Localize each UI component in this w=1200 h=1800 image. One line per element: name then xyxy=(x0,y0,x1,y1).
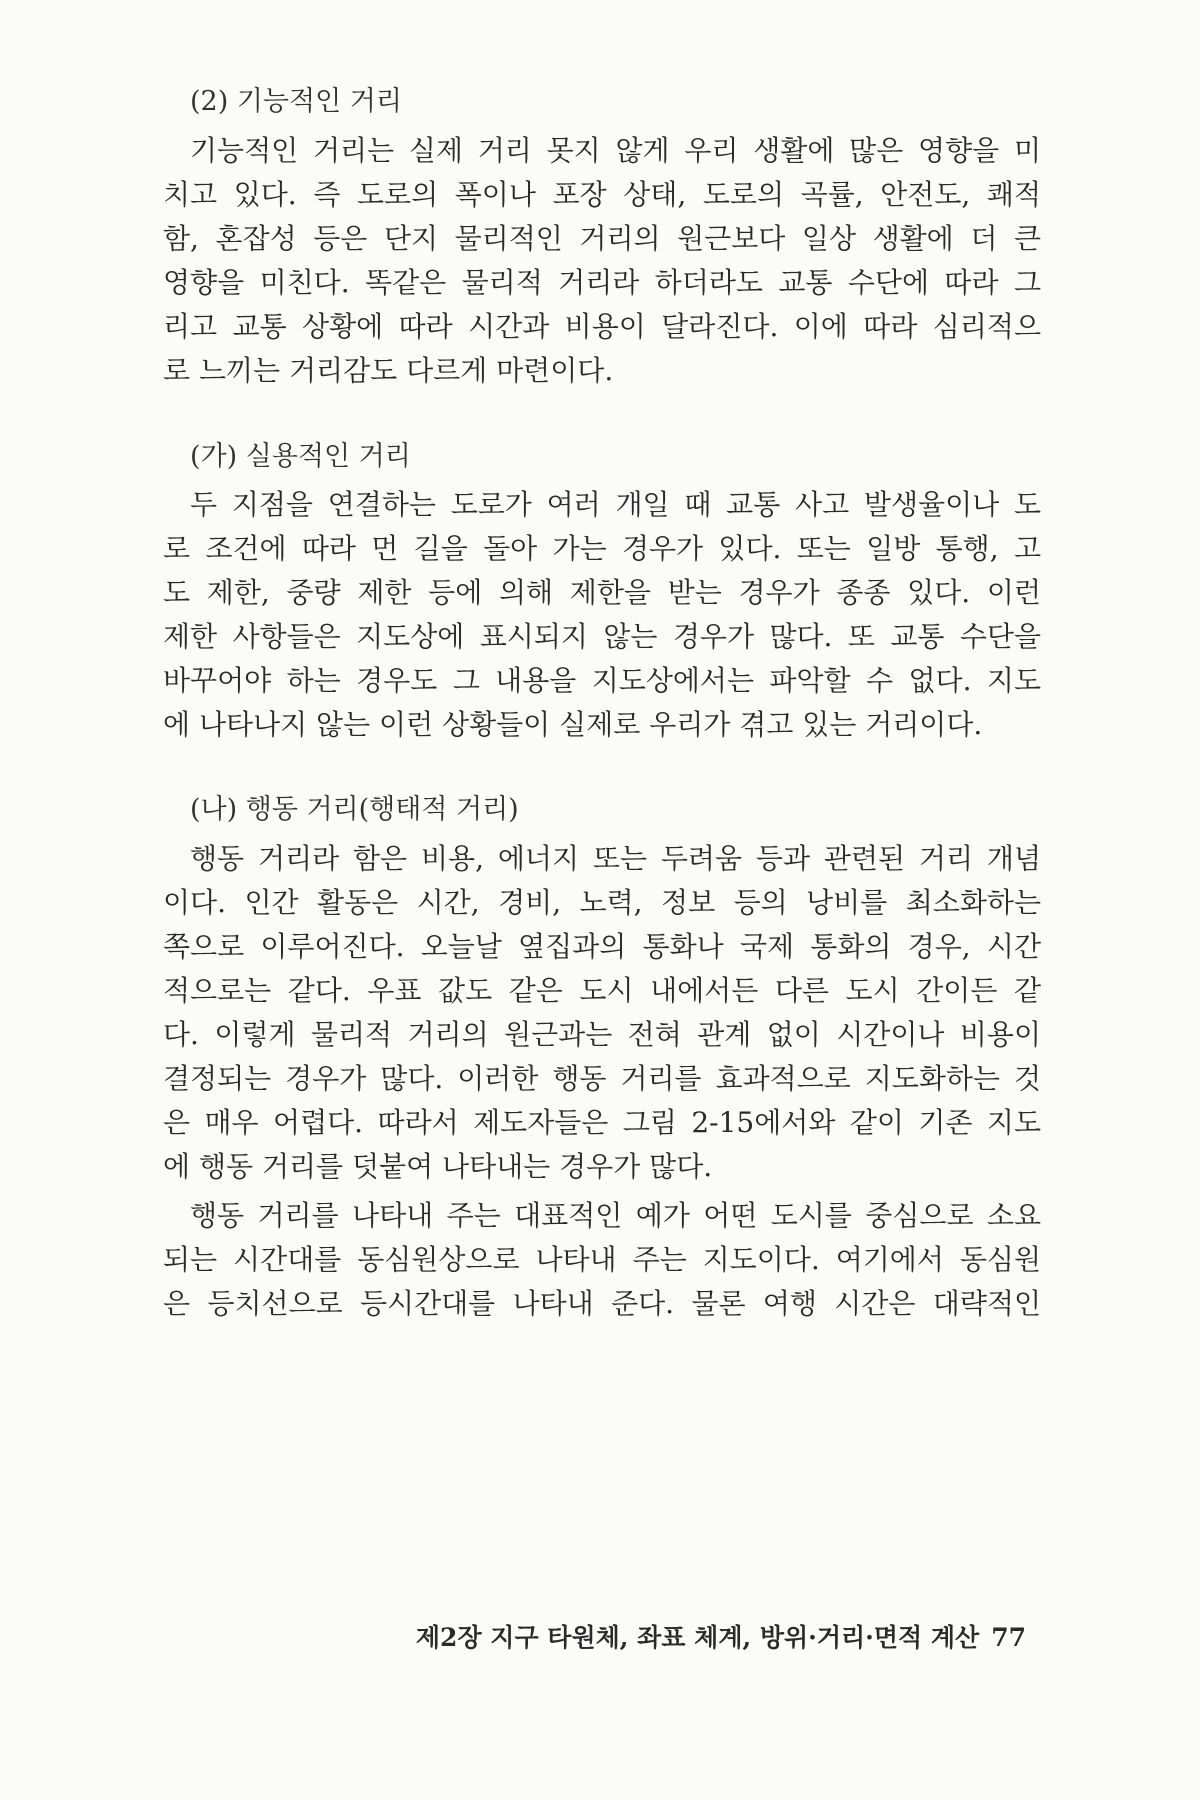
section-heading: (2) 기능적인 거리 xyxy=(190,86,402,117)
text-line: 이다. 인간 활동은 시간, 경비, 노력, 정보 등의 낭비를 최소화하는 xyxy=(163,886,1041,919)
text-line: 두 지점을 연결하는 도로가 여러 개일 때 교통 사고 발생율이나 도 xyxy=(190,488,1041,521)
text-line: 적으로는 같다. 우표 값도 같은 도시 내에서든 다른 도시 간이든 같 xyxy=(163,974,1041,1007)
page-number: 77 xyxy=(991,1623,1026,1652)
text-line: 기능적인 거리는 실제 거리 못지 않게 우리 생활에 많은 영향을 미 xyxy=(190,134,1041,167)
text-line: 다. 이렇게 물리적 거리의 원근과는 전혀 관계 없이 시간이나 비용이 xyxy=(163,1018,1041,1051)
text-line: 에 행동 거리를 덧붙여 나타내는 경우가 많다. xyxy=(163,1150,713,1183)
text-line: 행동 거리라 함은 비용, 에너지 또는 두려움 등과 관련된 거리 개념 xyxy=(190,842,1041,875)
text-line: 결정되는 경우가 많다. 이러한 행동 거리를 효과적으로 지도화하는 것 xyxy=(163,1062,1041,1095)
text-line: 쪽으로 이루어진다. 오늘날 옆집과의 통화나 국제 통화의 경우, 시간 xyxy=(163,930,1041,963)
section-heading: (가) 실용적인 거리 xyxy=(190,441,411,472)
text-line: 영향을 미친다. 똑같은 물리적 거리라 하더라도 교통 수단에 따라 그 xyxy=(163,266,1041,299)
section-heading: (나) 행동 거리(행태적 거리) xyxy=(190,794,519,825)
text-line: 바꾸어야 하는 경우도 그 내용을 지도상에서는 파악할 수 없다. 지도 xyxy=(163,664,1041,697)
text-line: 에 나타나지 않는 이런 상황들이 실제로 우리가 겪고 있는 거리이다. xyxy=(163,708,983,741)
text-line: 은 등치선으로 등시간대를 나타내 준다. 물론 여행 시간은 대략적인 xyxy=(163,1287,1041,1320)
text-line: 행동 거리를 나타내 주는 대표적인 예가 어떤 도시를 중심으로 소요 xyxy=(190,1199,1041,1232)
running-title: 제2장 지구 타원체, 좌표 체계, 방위·거리·면적 계산 xyxy=(415,1623,980,1652)
text-line: 함, 혼잡성 등은 단지 물리적인 거리의 원근보다 일상 생활에 더 큰 xyxy=(163,222,1041,255)
text-line: 은 매우 어렵다. 따라서 제도자들은 그림 2-15에서와 같이 기존 지도 xyxy=(163,1106,1041,1139)
text-line: 되는 시간대를 동심원상으로 나타내 주는 지도이다. 여기에서 동심원 xyxy=(163,1243,1041,1276)
text-line: 도 제한, 중량 제한 등에 의해 제한을 받는 경우가 종종 있다. 이런 xyxy=(163,576,1041,609)
text-line: 리고 교통 상황에 따라 시간과 비용이 달라진다. 이에 따라 심리적으 xyxy=(163,310,1041,343)
text-line: 로 조건에 따라 먼 길을 돌아 가는 경우가 있다. 또는 일방 통행, 고 xyxy=(163,532,1041,565)
page-footer xyxy=(393,1620,1026,1656)
text-line: 로 느끼는 거리감도 다르게 마련이다. xyxy=(163,354,614,387)
text-line: 치고 있다. 즉 도로의 폭이나 포장 상태, 도로의 곡률, 안전도, 쾌적 xyxy=(163,178,1041,211)
text-line: 제한 사항들은 지도상에 표시되지 않는 경우가 많다. 또 교통 수단을 xyxy=(163,620,1041,653)
